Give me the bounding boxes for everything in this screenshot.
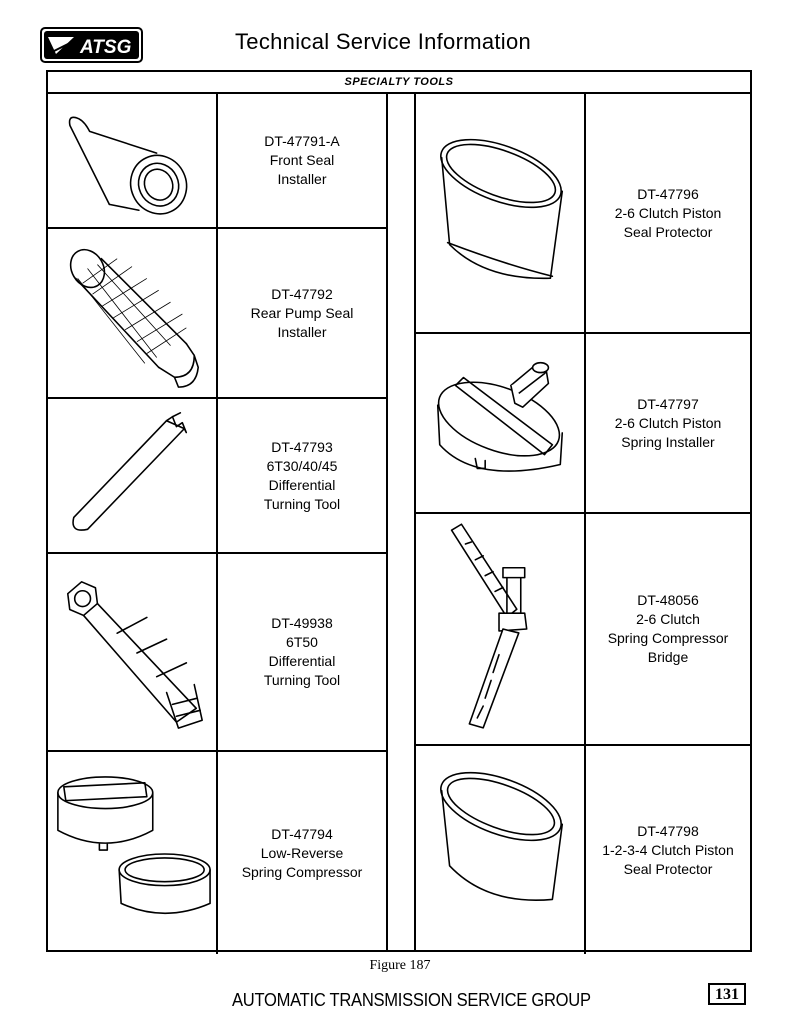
tool-name-line: 2-6 Clutch (636, 611, 700, 627)
part-number: DT-47792 (271, 285, 333, 302)
tool-label (218, 399, 386, 552)
table-heading: SPECIALTY TOOLS (48, 72, 750, 94)
left-column (48, 94, 388, 950)
tool-name-line: Low-Reverse (260, 844, 344, 861)
compressor-bridge-icon (416, 514, 586, 744)
tool-name-line: Spring Compressor (607, 630, 729, 646)
tool-name-line: Front Seal (269, 152, 335, 168)
spring-installer-icon (416, 334, 586, 512)
tool-label (218, 94, 386, 227)
tool-name-line: Spring Installer (621, 433, 715, 450)
seal-protector-ring-icon (416, 94, 586, 332)
part-number: DT-49938 (271, 615, 333, 631)
tool-name-line: 2-6 Clutch Piston (614, 414, 722, 431)
6t50-turning-tool-icon (48, 554, 218, 750)
tool-name-line: 1-2-3-4 Clutch Piston (602, 841, 734, 858)
tool-label (218, 752, 386, 954)
part-number: DT-48056 (637, 592, 699, 608)
page-title: Technical Service Information (235, 29, 532, 54)
part-number: DT-47794 (271, 825, 333, 842)
tool-row (48, 752, 386, 954)
logo-text: ATSG (80, 37, 132, 58)
tool-name-line: 6T30/40/45 (266, 457, 338, 474)
tool-label (586, 746, 750, 954)
part-number: DT-47793 (271, 438, 333, 455)
part-number: DT-47797 (637, 395, 699, 412)
tool-name-line: Differential (268, 476, 336, 493)
footer-company: AUTOMATIC TRANSMISSION SERVICE GROUP (232, 990, 591, 1010)
tool-label (586, 94, 750, 332)
tool-row (48, 229, 386, 399)
tool-name-line: Turning Tool (263, 495, 341, 512)
tool-name-line: Differential (268, 653, 336, 669)
tool-name-line: Spring Compressor (241, 863, 363, 880)
tool-name-line: Seal Protector (623, 860, 713, 877)
part-number: DT-47798 (637, 822, 699, 839)
tool-name-line: Seal Protector (623, 223, 713, 240)
tool-label (586, 334, 750, 512)
tool-name-line: Installer (277, 171, 327, 187)
tool-row (416, 334, 750, 514)
tool-name-line: Rear Pump Seal (250, 304, 354, 321)
tool-row (48, 554, 386, 752)
right-column (414, 94, 750, 950)
tool-name-line: Bridge (647, 649, 689, 665)
differential-turning-tool-icon (48, 399, 218, 552)
part-number: DT-47796 (637, 185, 699, 202)
tool-name-line: 2-6 Clutch Piston (614, 204, 722, 221)
specialty-tools-table (46, 70, 752, 952)
atsg-logo (40, 27, 143, 63)
tool-row (416, 746, 750, 954)
tool-name-line: 6T50 (286, 634, 318, 650)
tool-row (48, 94, 386, 229)
front-seal-installer-icon (48, 94, 218, 227)
tool-label (218, 554, 386, 750)
tool-label (218, 229, 386, 397)
tool-row (48, 399, 386, 554)
page-number: 131 (708, 983, 746, 1005)
tool-row (416, 94, 750, 334)
seal-protector-ring-icon (416, 746, 586, 954)
spring-compressor-icon (48, 752, 218, 954)
tool-name-line: Turning Tool (263, 672, 341, 688)
tool-label (586, 514, 750, 744)
figure-caption: Figure 187 (369, 958, 431, 973)
tool-name-line: Installer (277, 323, 327, 340)
rear-pump-seal-installer-icon (48, 229, 218, 397)
tool-row (416, 514, 750, 746)
part-number: DT-47791-A (264, 133, 340, 149)
